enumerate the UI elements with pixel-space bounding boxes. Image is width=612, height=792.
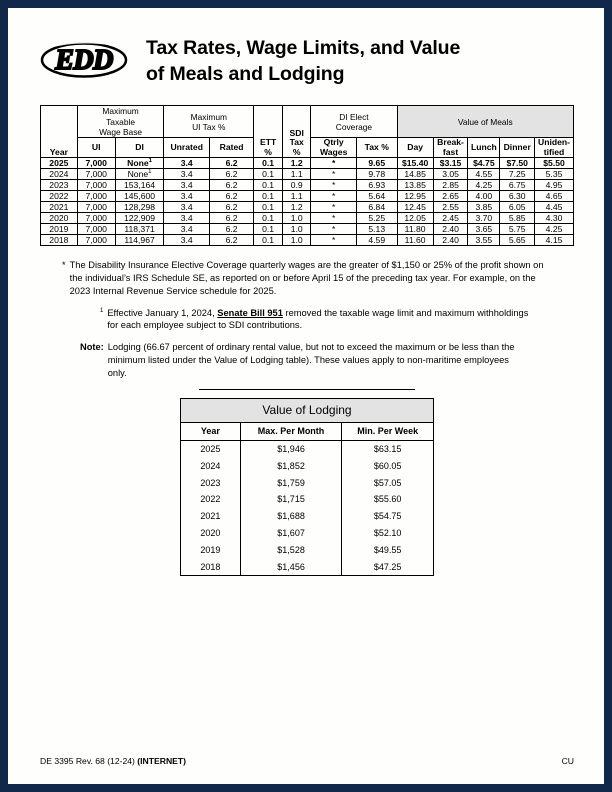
cell-tax-pct: 5.25 bbox=[356, 213, 397, 224]
footnote-superscript-one-text bbox=[107, 307, 574, 333]
footnote-ref: 1 bbox=[148, 158, 152, 165]
cell-year: 2018 bbox=[181, 558, 241, 575]
cell-unrated: 3.4 bbox=[164, 224, 210, 235]
col-header-ett-pct bbox=[254, 106, 283, 158]
page-title-line2: of Meals and Lodging bbox=[146, 62, 345, 85]
group-line-1: Maximum bbox=[102, 106, 139, 117]
footnote-text-after-link: removed the taxable wage limit and maximum withholdings for each employee subject to SDI contributions. bbox=[107, 307, 529, 331]
lodging-title-row bbox=[181, 398, 434, 422]
cell-tax-pct: 5.64 bbox=[356, 191, 397, 202]
cell-unrated: 3.4 bbox=[164, 202, 210, 213]
cell-tax-pct: 6.93 bbox=[356, 180, 397, 191]
cell-qtrly-wages: * bbox=[311, 213, 357, 224]
table-row bbox=[41, 158, 574, 169]
cell-unidentified: 4.30 bbox=[535, 213, 574, 224]
cell-unidentified: 4.65 bbox=[535, 191, 574, 202]
footnote-ref: 1 bbox=[148, 169, 152, 176]
cell-unidentified: 4.25 bbox=[535, 224, 574, 235]
cell-year: 2019 bbox=[41, 224, 78, 235]
table-row bbox=[181, 541, 434, 558]
cell-min-per-week: $57.05 bbox=[342, 474, 434, 491]
cell-tax-pct: 9.78 bbox=[356, 169, 397, 180]
col-group-max-ui-tax-pct bbox=[164, 106, 254, 138]
cell-breakfast: 2.55 bbox=[433, 202, 468, 213]
cell-dinner: $7.50 bbox=[500, 158, 535, 169]
header-group-row bbox=[41, 106, 574, 138]
cell-breakfast: 2.40 bbox=[433, 235, 468, 246]
cell-day: 12.45 bbox=[397, 202, 433, 213]
lodging-header-row bbox=[181, 422, 434, 440]
cell-year: 2021 bbox=[41, 202, 78, 213]
cell-rated: 6.2 bbox=[210, 180, 254, 191]
table-row bbox=[41, 224, 574, 235]
footnote-note-text: Lodging (66.67 percent of ordinary rental value, but not to exceed the maximum or be less than the minimum listed under the Value of Lodging table). These values apply to non-maritime employees only. bbox=[107, 342, 515, 378]
value-of-lodging-section bbox=[40, 398, 574, 576]
ett-line-1: ETT bbox=[259, 137, 277, 148]
cell-di: 122,909 bbox=[115, 213, 164, 224]
cell-unrated: 3.4 bbox=[164, 213, 210, 224]
document-page bbox=[8, 8, 604, 784]
col-header-qtrly-wages bbox=[311, 138, 357, 158]
table-row bbox=[181, 458, 434, 475]
col-header-unidentified bbox=[535, 138, 574, 158]
qtrly-line-2: Wages bbox=[319, 146, 348, 157]
unidentified-line-2: tified bbox=[543, 146, 565, 157]
cell-unidentified: 5.35 bbox=[535, 169, 574, 180]
footnotes bbox=[40, 259, 574, 380]
group-line-2: Coverage bbox=[335, 121, 373, 132]
sdi-line-1: SDI bbox=[289, 127, 304, 138]
cell-lunch: 3.85 bbox=[468, 202, 500, 213]
cell-lunch: 4.25 bbox=[468, 180, 500, 191]
cell-tax-pct: 4.59 bbox=[356, 235, 397, 246]
cell-dinner: 7.25 bbox=[500, 169, 535, 180]
cell-qtrly-wages: * bbox=[311, 158, 357, 169]
footnote-asterisk-text: The Disability Insurance Elective Coverage quarterly wages are the greater of $1,150 or 25% of the profit shown on the individual’s IRS Schedule SE, as reported on or before April 15 of the preceding tax year. For example, on the 2023 Internal Revenue Service schedule for 2025. bbox=[69, 260, 544, 296]
cell-min-per-week: $63.15 bbox=[342, 440, 434, 457]
cell-ui: 7,000 bbox=[77, 191, 115, 202]
cell-day: 11.60 bbox=[397, 235, 433, 246]
cell-breakfast: $3.15 bbox=[433, 158, 468, 169]
cell-year: 2020 bbox=[181, 525, 241, 542]
cell-year: 2018 bbox=[41, 235, 78, 246]
footer-form-id bbox=[40, 756, 186, 766]
cell-year: 2025 bbox=[41, 158, 78, 169]
cell-qtrly-wages: * bbox=[311, 169, 357, 180]
cell-ett: 0.1 bbox=[254, 180, 283, 191]
col-header-year: Year bbox=[41, 106, 78, 158]
cell-unrated: 3.4 bbox=[164, 235, 210, 246]
col-header-di: DI bbox=[115, 138, 164, 158]
cell-breakfast: 2.85 bbox=[433, 180, 468, 191]
cell-ui: 7,000 bbox=[77, 158, 115, 169]
cell-tax-pct: 9.65 bbox=[356, 158, 397, 169]
cell-min-per-week: $47.25 bbox=[342, 558, 434, 575]
footnote-text-before-link: Effective January 1, 2024, bbox=[107, 307, 218, 318]
cell-sdi: 1.0 bbox=[282, 235, 310, 246]
cell-min-per-week: $52.10 bbox=[342, 525, 434, 542]
edd-logo bbox=[40, 34, 128, 82]
cell-qtrly-wages: * bbox=[311, 202, 357, 213]
document-header bbox=[40, 34, 574, 87]
cell-max-per-month: $1,852 bbox=[240, 458, 342, 475]
cell-ui: 7,000 bbox=[77, 202, 115, 213]
table-row bbox=[41, 235, 574, 246]
cell-ett: 0.1 bbox=[254, 202, 283, 213]
cell-rated: 6.2 bbox=[210, 169, 254, 180]
cell-qtrly-wages: * bbox=[311, 235, 357, 246]
cell-rated: 6.2 bbox=[210, 158, 254, 169]
cell-ui: 7,000 bbox=[77, 235, 115, 246]
cell-year: 2024 bbox=[41, 169, 78, 180]
cell-year: 2024 bbox=[181, 458, 241, 475]
lodging-col-header-year: Year bbox=[181, 422, 241, 440]
cell-dinner: 6.05 bbox=[500, 202, 535, 213]
cell-sdi: 0.9 bbox=[282, 180, 310, 191]
cell-ett: 0.1 bbox=[254, 235, 283, 246]
cell-dinner: 5.75 bbox=[500, 224, 535, 235]
cell-max-per-month: $1,759 bbox=[240, 474, 342, 491]
cell-unidentified: 4.15 bbox=[535, 235, 574, 246]
cell-unrated: 3.4 bbox=[164, 191, 210, 202]
cell-min-per-week: $60.05 bbox=[342, 458, 434, 475]
group-line-1: Maximum bbox=[190, 111, 227, 122]
cell-dinner: 6.30 bbox=[500, 191, 535, 202]
col-header-breakfast bbox=[433, 138, 468, 158]
table-row bbox=[181, 440, 434, 457]
col-header-sdi-tax-pct bbox=[282, 106, 310, 158]
cell-unidentified: 4.95 bbox=[535, 180, 574, 191]
cell-year: 2020 bbox=[41, 213, 78, 224]
cell-unrated: 3.4 bbox=[164, 169, 210, 180]
table-row bbox=[41, 213, 574, 224]
cell-lunch: $4.75 bbox=[468, 158, 500, 169]
col-header-dinner: Dinner bbox=[500, 138, 535, 158]
cell-lunch: 3.65 bbox=[468, 224, 500, 235]
page-title-line1: Tax Rates, Wage Limits, and Value bbox=[146, 37, 461, 59]
table-row bbox=[41, 202, 574, 213]
cell-ui: 7,000 bbox=[77, 213, 115, 224]
cell-breakfast: 2.40 bbox=[433, 224, 468, 235]
cell-day: 13.85 bbox=[397, 180, 433, 191]
cell-breakfast: 2.45 bbox=[433, 213, 468, 224]
cell-qtrly-wages: * bbox=[311, 224, 357, 235]
cell-unidentified: 4.45 bbox=[535, 202, 574, 213]
value-of-lodging-head bbox=[181, 398, 434, 440]
cell-ett: 0.1 bbox=[254, 213, 283, 224]
footer-form-number: DE 3395 Rev. 68 (12-24) bbox=[40, 756, 138, 766]
cell-lunch: 4.00 bbox=[468, 191, 500, 202]
cell-qtrly-wages: * bbox=[311, 191, 357, 202]
value-of-lodging-table bbox=[180, 398, 434, 576]
group-line-2: Taxable bbox=[106, 116, 135, 127]
cell-max-per-month: $1,528 bbox=[240, 541, 342, 558]
table-row bbox=[181, 525, 434, 542]
cell-di: 118,371 bbox=[115, 224, 164, 235]
table-row bbox=[181, 491, 434, 508]
group-line-1: DI Elect bbox=[339, 111, 369, 122]
cell-rated: 6.2 bbox=[210, 191, 254, 202]
cell-year: 2023 bbox=[41, 180, 78, 191]
cell-rated: 6.2 bbox=[210, 224, 254, 235]
group-line-2: UI Tax % bbox=[192, 121, 226, 132]
cell-lunch: 3.55 bbox=[468, 235, 500, 246]
col-group-max-taxable-wage-base bbox=[77, 106, 164, 138]
group-line-3: Wage Base bbox=[99, 126, 143, 137]
sdi-line-3: % bbox=[292, 146, 301, 157]
cell-max-per-month: $1,607 bbox=[240, 525, 342, 542]
footnote-superscript-one bbox=[40, 307, 574, 333]
cell-min-per-week: $55.60 bbox=[342, 491, 434, 508]
cell-sdi: 1.2 bbox=[282, 202, 310, 213]
cell-ett: 0.1 bbox=[254, 224, 283, 235]
cell-dinner: 5.85 bbox=[500, 213, 535, 224]
col-header-di-tax-pct: Tax % bbox=[356, 138, 397, 158]
cell-year: 2022 bbox=[181, 491, 241, 508]
table-row bbox=[181, 508, 434, 525]
cell-di: 145,600 bbox=[115, 191, 164, 202]
cell-rated: 6.2 bbox=[210, 235, 254, 246]
unidentified-line-1: Uniden- bbox=[538, 137, 571, 148]
cell-breakfast: 2.65 bbox=[433, 191, 468, 202]
lodging-col-header-min-per-week: Min. Per Week bbox=[342, 422, 434, 440]
cell-min-per-week: $54.75 bbox=[342, 508, 434, 525]
tax-rates-table-head bbox=[41, 106, 574, 158]
table-row bbox=[41, 169, 574, 180]
cell-unidentified: $5.50 bbox=[535, 158, 574, 169]
cell-tax-pct: 6.84 bbox=[356, 202, 397, 213]
cell-lunch: 4.55 bbox=[468, 169, 500, 180]
lodging-col-header-max-per-month: Max. Per Month bbox=[240, 422, 342, 440]
cell-min-per-week: $49.55 bbox=[342, 541, 434, 558]
page-title bbox=[146, 34, 460, 87]
cell-di: 128,298 bbox=[115, 202, 164, 213]
cell-day: 14.85 bbox=[397, 169, 433, 180]
footnote-superscript-one-mark: 1 bbox=[100, 307, 104, 314]
cell-year: 2021 bbox=[181, 508, 241, 525]
breakfast-line-2: fast bbox=[442, 146, 459, 157]
sdi-line-2: Tax bbox=[289, 137, 304, 148]
qtrly-line-1: Qtrly bbox=[323, 137, 344, 148]
col-header-day: Day bbox=[397, 138, 433, 158]
cell-ui: 7,000 bbox=[77, 169, 115, 180]
cell-di: 114,967 bbox=[115, 235, 164, 246]
col-header-unrated: Unrated bbox=[164, 138, 210, 158]
breakfast-line-1: Break- bbox=[437, 137, 464, 148]
cell-sdi: 1.2 bbox=[282, 158, 310, 169]
cell-breakfast: 3.05 bbox=[433, 169, 468, 180]
tax-rates-table-body bbox=[41, 158, 574, 246]
footnote-asterisk-mark: * bbox=[62, 260, 66, 271]
page-footer bbox=[40, 756, 574, 766]
cell-rated: 6.2 bbox=[210, 202, 254, 213]
cell-di: None$^1$ bbox=[115, 169, 164, 180]
footnote-note bbox=[40, 341, 574, 379]
cell-max-per-month: $1,946 bbox=[240, 440, 342, 457]
cell-day: 12.95 bbox=[397, 191, 433, 202]
cell-year: 2019 bbox=[181, 541, 241, 558]
cell-qtrly-wages: * bbox=[311, 180, 357, 191]
cell-lunch: 3.70 bbox=[468, 213, 500, 224]
table-row bbox=[181, 474, 434, 491]
tax-rates-table bbox=[40, 105, 574, 246]
cell-tax-pct: 5.13 bbox=[356, 224, 397, 235]
cell-max-per-month: $1,715 bbox=[240, 491, 342, 508]
footnote-note-label: Note: bbox=[80, 342, 104, 353]
col-group-value-of-meals: Value of Meals bbox=[397, 106, 574, 138]
cell-sdi: 1.1 bbox=[282, 169, 310, 180]
cell-year: 2022 bbox=[41, 191, 78, 202]
cell-rated: 6.2 bbox=[210, 213, 254, 224]
footer-right-code: CU bbox=[561, 756, 574, 766]
cell-day: 11.80 bbox=[397, 224, 433, 235]
cell-ett: 0.1 bbox=[254, 191, 283, 202]
cell-day: $15.40 bbox=[397, 158, 433, 169]
table-row bbox=[41, 180, 574, 191]
senate-bill-951-link[interactable]: Senate Bill 951 bbox=[217, 307, 283, 318]
svg-text:EDD: EDD bbox=[55, 45, 113, 76]
cell-max-per-month: $1,456 bbox=[240, 558, 342, 575]
footnote-asterisk bbox=[40, 259, 574, 297]
cell-ett: 0.1 bbox=[254, 158, 283, 169]
cell-dinner: 5.65 bbox=[500, 235, 535, 246]
col-header-lunch: Lunch bbox=[468, 138, 500, 158]
cell-sdi: 1.0 bbox=[282, 224, 310, 235]
footer-internet-label: (INTERNET) bbox=[137, 756, 186, 766]
table-row bbox=[41, 191, 574, 202]
cell-di: None$^1$ bbox=[115, 158, 164, 169]
cell-max-per-month: $1,688 bbox=[240, 508, 342, 525]
cell-ui: 7,000 bbox=[77, 224, 115, 235]
table-row bbox=[181, 558, 434, 575]
section-divider bbox=[199, 389, 415, 390]
cell-year: 2025 bbox=[181, 440, 241, 457]
cell-ett: 0.1 bbox=[254, 169, 283, 180]
cell-dinner: 6.75 bbox=[500, 180, 535, 191]
col-group-di-elect-coverage bbox=[311, 106, 397, 138]
col-header-rated: Rated bbox=[210, 138, 254, 158]
lodging-table-title: Value of Lodging bbox=[181, 398, 434, 422]
cell-di: 153,164 bbox=[115, 180, 164, 191]
cell-unrated: 3.4 bbox=[164, 180, 210, 191]
cell-sdi: 1.0 bbox=[282, 213, 310, 224]
cell-year: 2023 bbox=[181, 474, 241, 491]
col-header-ui: UI bbox=[77, 138, 115, 158]
cell-sdi: 1.1 bbox=[282, 191, 310, 202]
cell-unrated: 3.4 bbox=[164, 158, 210, 169]
cell-day: 12.05 bbox=[397, 213, 433, 224]
value-of-lodging-body bbox=[181, 440, 434, 575]
cell-ui: 7,000 bbox=[77, 180, 115, 191]
ett-line-2: % bbox=[264, 146, 272, 157]
